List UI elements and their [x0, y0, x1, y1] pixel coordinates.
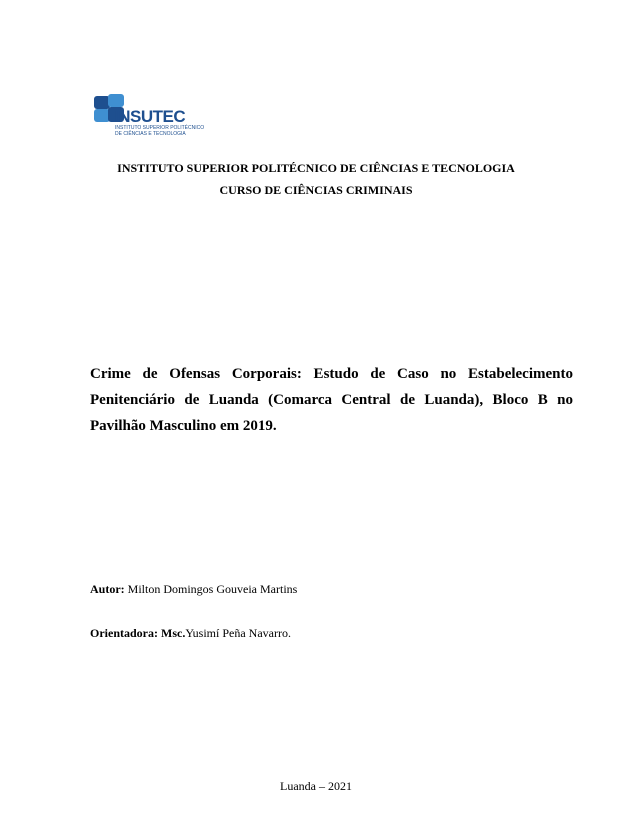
- institution-header: [0, 157, 632, 201]
- institution-name: INSTITUTO SUPERIOR POLITÉCNICO DE CIÊNCIAS E TECNOLOGIA: [117, 161, 515, 175]
- advisor-name: Yusimí Peña Navarro.: [185, 626, 291, 640]
- logo-wordmark: INSUTEC: [114, 107, 186, 126]
- advisor-line: [90, 626, 291, 641]
- author-label: Autor:: [90, 582, 125, 596]
- logo-subtitle-line-1: INSTITUTO SUPERIOR POLITÉCNICO: [115, 125, 205, 131]
- logo-subtitle: [115, 126, 205, 137]
- author-name: Milton Domingos Gouveia Martins: [127, 582, 298, 596]
- title-line-3: Pavilhão Masculino em 2019.: [90, 418, 277, 434]
- place-date: Luanda – 2021: [280, 779, 352, 793]
- title-line-1: Crime de Ofensas Corporais: Estudo de Caso no Estabelecimento: [90, 366, 573, 382]
- title-line-2: Penitenciário de Luanda (Comarca Central de Luanda), Bloco B no: [90, 392, 573, 408]
- logo-subtitle-line-2: DE CIÊNCIAS E TECNOLOGIA: [115, 130, 186, 137]
- advisor-title: Msc.: [161, 626, 186, 640]
- advisor-label: Orientadora:: [90, 626, 158, 640]
- document-title: [90, 361, 573, 439]
- author-line: [90, 582, 297, 597]
- insutec-logo: [94, 94, 214, 140]
- course-name: CURSO DE CIÊNCIAS CRIMINAIS: [219, 183, 413, 197]
